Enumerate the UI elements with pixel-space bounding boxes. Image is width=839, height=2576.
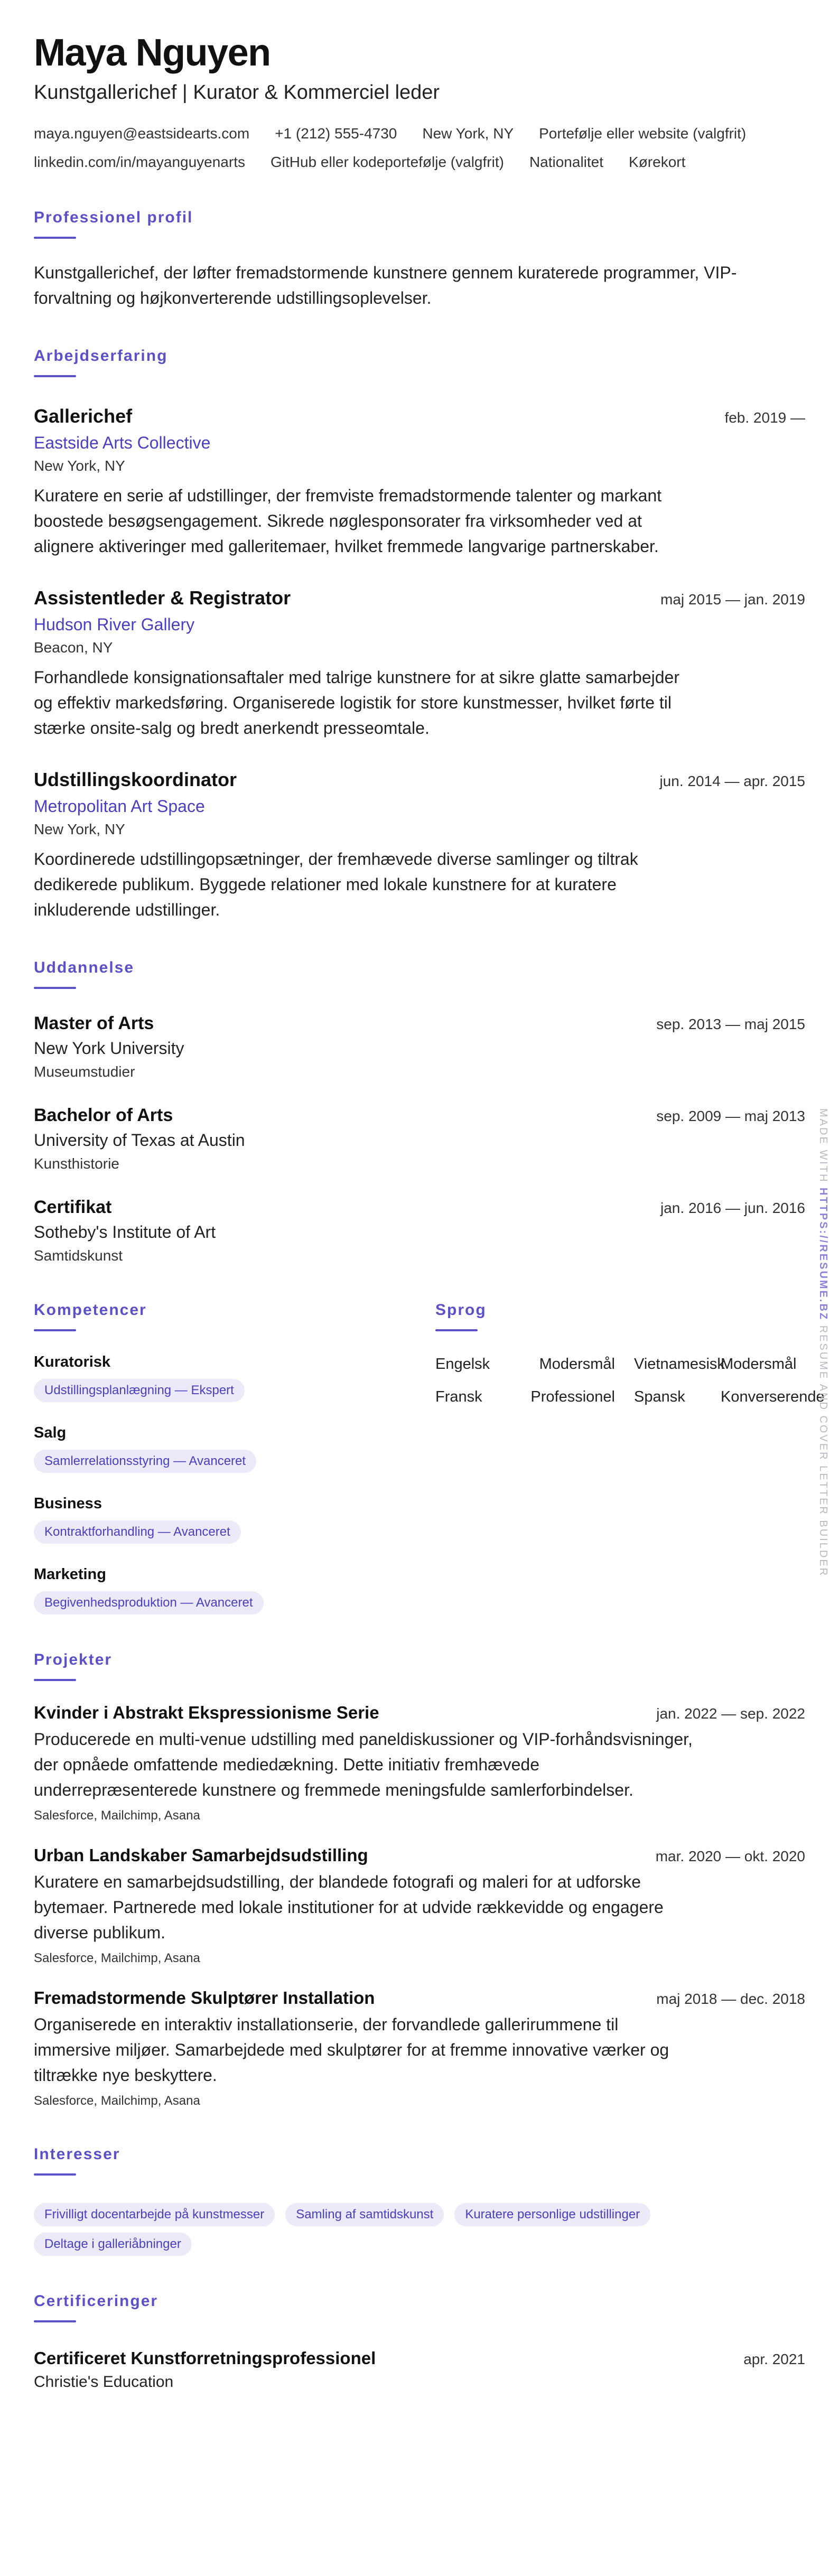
experience-section [34,347,805,922]
education-item [34,1012,805,1081]
interest-chip: Kuratere personlige udstillinger [454,2203,650,2226]
skill-group [34,1565,435,1614]
skill-group [34,1423,435,1473]
experience-item [34,586,805,741]
project-item [34,1702,805,1824]
contact-portfolio[interactable]: Portefølje eller website (valgfrit) [539,125,747,142]
skill-category: Salg [34,1424,67,1441]
section-title-experience: Arbejdserfaring [34,347,168,365]
job-location: New York, NY [34,458,125,474]
language-level: Modersmål [721,1356,797,1373]
skill-group [34,1494,435,1544]
watermark-suffix: RESUME AND COVER LETTER BUILDER [817,1325,829,1578]
project-description: Producerede en multi-venue udstilling med paneldiskussioner og VIP-forhåndsvisninger, der opnåede omfattende mediedækning. Dette initiativ fremhævede underrepræsenterede kunstnere og fremmede meningsfulde samlerforbindelser. [34,1730,693,1799]
skill-chip: Begivenhedsproduktion — Avanceret [34,1591,264,1614]
job-date: feb. 2019 — [724,409,805,426]
project-title: Urban Landskaber Samarbejdsudstilling [34,1845,368,1865]
interest-chip: Samling af samtidskunst [285,2203,444,2226]
job-location: New York, NY [34,821,125,837]
resume-header [34,32,805,172]
skill-category: Kuratorisk [34,1354,111,1370]
contact-linkedin[interactable]: linkedin.com/in/mayanguyenarts [34,154,245,170]
section-title-interests: Interesser [34,2145,120,2163]
certification-issuer: Christie's Education [34,2373,174,2391]
language-level: Konverserende [721,1388,825,1405]
language-name: Vietnamesisk [634,1356,725,1373]
job-description: Kuratere en serie af udstillinger, der fremviste fremadstormende talenter og markant boostede besøgsengagement. Sikrede nøglesponsorater fra virksomheder ved at alignere aktiveringer med galleritemaer, hvilket fremmede langvarige partnerskaber. [34,486,662,556]
project-tech: Salesforce, Mailchimp, Asana [34,1951,200,1965]
edu-school: New York University [34,1039,184,1058]
project-item [34,1845,805,1966]
language-level: Professionel [530,1388,615,1405]
candidate-name: Maya Nguyen [34,32,271,74]
edu-degree: Bachelor of Arts [34,1105,173,1125]
project-date: maj 2018 — dec. 2018 [656,1991,805,2007]
project-tech: Salesforce, Mailchimp, Asana [34,2094,200,2108]
section-title-languages: Sprog [435,1301,487,1319]
certification-item [34,2348,805,2392]
job-company: Eastside Arts Collective [34,433,211,452]
edu-degree: Master of Arts [34,1013,154,1033]
language-name: Engelsk [435,1356,490,1373]
job-title: Gallerichef [34,405,133,427]
builder-watermark [817,1108,829,1578]
skill-chip: Samlerrelationsstyring — Avanceret [34,1450,256,1473]
section-divider [34,987,76,989]
project-item [34,1987,805,2109]
project-date: jan. 2022 — sep. 2022 [656,1705,805,1722]
contact-row-secondary [34,152,805,172]
skill-chip: Kontraktforhandling — Avanceret [34,1520,241,1544]
language-name: Fransk [435,1388,482,1405]
section-title-education: Uddannelse [34,959,135,976]
section-title-certifications: Certificeringer [34,2292,159,2310]
contact-nationality: Nationalitet [529,154,604,170]
contact-github[interactable]: GitHub eller kodeportefølje (valgfrit) [270,154,504,170]
project-title: Fremadstormende Skulptører Installation [34,1988,375,2008]
language-name: Spansk [634,1388,685,1405]
project-description: Organiserede en interaktiv installationserie, der forvandlede gallerirummene til immersive miljøer. Samarbejdede med skulptører for at fremme innovative værker og tiltrække nye beskyttere. [34,2015,669,2085]
job-description: Koordinerede udstillingopsætninger, der fremhævede diverse samlinger og tiltrak dedikerede publikum. Byggede relationer med lokale kunstnere for at kuratere inkluderende udstillinger. [34,850,638,919]
contact-location: New York, NY [422,125,514,142]
watermark-prefix: MADE WITH [817,1108,829,1183]
education-item [34,1196,805,1265]
edu-date: sep. 2013 — maj 2015 [656,1016,805,1032]
section-divider [34,2320,76,2322]
section-divider [34,1679,76,1681]
experience-item [34,405,805,559]
profile-section [34,208,805,311]
job-location: Beacon, NY [34,639,113,656]
experience-item [34,768,805,922]
section-divider [34,2173,76,2176]
contact-email[interactable]: maya.nguyen@eastsidearts.com [34,125,250,142]
skill-chip: Udstillingsplanlægning — Ekspert [34,1379,245,1402]
section-divider [34,375,76,377]
project-description: Kuratere en samarbejdsudstilling, der blandede fotografi og maleri for at udforske bytemaer. Partnerede med lokale institutioner for at udvide rækkevidde og engagere diverse publikum. [34,1872,664,1942]
profile-summary: Kunstgallerichef, der løfter fremadstormende kunstnere gennem kuraterede programmer, VIP-forvaltning og højkonverterende udstillingsoplevelser. [34,263,737,307]
interest-chip: Frivilligt docentarbejde på kunstmesser [34,2203,275,2226]
contact-drivers-license: Kørekort [629,154,686,170]
edu-degree: Certifikat [34,1197,112,1217]
candidate-headline: Kunstgallerichef | Kurator & Kommerciel leder [34,81,440,104]
job-company: Metropolitan Art Space [34,797,205,816]
language-level: Modersmål [539,1356,615,1373]
certifications-section [34,2292,805,2392]
interest-chip: Deltage i galleriåbninger [34,2233,192,2256]
edu-field: Kunsthistorie [34,1155,119,1172]
contact-row-primary [34,124,805,144]
project-date: mar. 2020 — okt. 2020 [655,1848,805,1864]
job-date: maj 2015 — jan. 2019 [660,591,805,608]
section-title-profile: Professionel profil [34,209,193,226]
education-section [34,958,805,1265]
skill-category: Business [34,1495,102,1512]
edu-field: Samtidskunst [34,1247,123,1264]
contact-phone[interactable]: +1 (212) 555-4730 [275,125,397,142]
section-title-skills: Kompetencer [34,1301,147,1319]
job-company: Hudson River Gallery [34,615,195,634]
interests-section [34,2145,805,2256]
project-title: Kvinder i Abstrakt Ekspressionisme Serie [34,1703,379,1722]
job-description: Forhandlede konsignationsaftaler med talrige kunstnere for at sikre glatte samarbejder og effektiv markedsføring. Organiserede logistik for store kunstmesser, hvilket førte til stærke onsite-salg og bredt anerkendt presseomtale. [34,668,679,738]
job-date: jun. 2014 — apr. 2015 [659,773,805,789]
edu-date: jan. 2016 — jun. 2016 [660,1200,805,1216]
section-title-projects: Projekter [34,1651,113,1668]
section-divider [34,237,76,239]
edu-date: sep. 2009 — maj 2013 [656,1108,805,1124]
edu-school: Sotheby's Institute of Art [34,1222,216,1242]
education-item [34,1104,805,1173]
projects-section [34,1650,805,2109]
job-title: Udstillingskoordinator [34,769,237,790]
skills-section [34,1301,435,1614]
section-divider [34,1329,76,1331]
edu-school: University of Texas at Austin [34,1131,245,1150]
section-divider [435,1329,478,1331]
skill-category: Marketing [34,1566,106,1583]
watermark-link[interactable]: HTTPS://RESUME.BZ [817,1188,829,1321]
language-list [435,1355,825,1406]
interest-list [34,2197,721,2256]
edu-field: Museumstudier [34,1063,135,1080]
job-title: Assistentleder & Registrator [34,587,291,609]
skill-group [34,1352,435,1402]
certification-date: apr. 2021 [743,2351,805,2367]
project-tech: Salesforce, Mailchimp, Asana [34,1808,200,1823]
certification-title: Certificeret Kunstforretningsprofessionel [34,2348,376,2368]
